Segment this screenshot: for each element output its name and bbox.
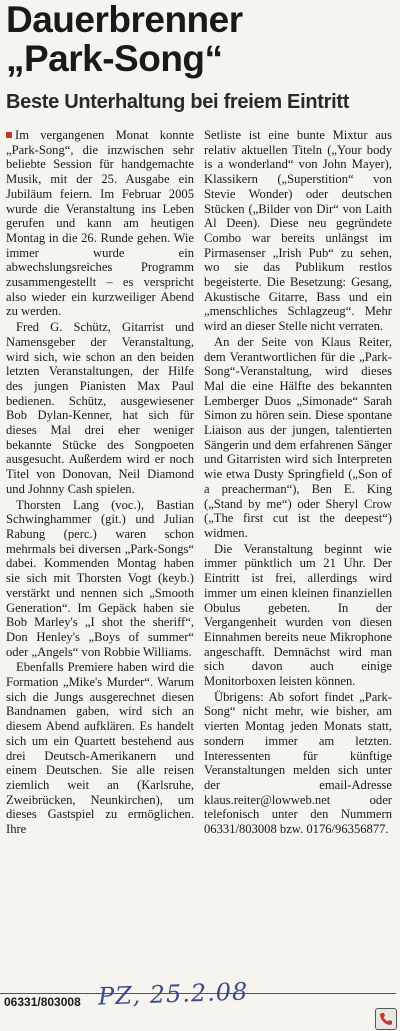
footer-phone-code: 06331/803008: [4, 995, 81, 1009]
headline-line-2: „Park-Song“: [6, 38, 223, 79]
article-column-left: [6, 128, 194, 837]
paragraph: Setliste ist eine bunte Mixtur aus relativ aktuellen Titeln („Your body is a wonderland“ von John Mayer), Klassikern („Superstition“ von Stevie Wonder) oder deutschen Stücken („Bilder von Dir“ von Laith Al Deen). Diese neu gegründete Combo war bereits unlängst im Pirmasenser „Irish Pub“ zu sehen, wo sie das Publikum restlos begeisterte. Die Besetzung: Gesang, Akustische Gitarre, Bass und ein „menschliches Schlagzeug“. Mehr wird an dieser Stelle nicht verraten.: [204, 128, 392, 334]
subheadline: Beste Unterhaltung bei freiem Eintritt: [6, 91, 350, 113]
headline: [6, 0, 396, 78]
paragraph: Übrigens: Ab sofort findet „Park-Song“ nicht mehr, wie bisher, am vierten Montag jeden Monats statt, sondern immer am letzten. Interessenten für künftige Veranstaltungen melden sich unter der email-Adresse klaus.reiter@lowweb.net oder telefonisch unter den Nummern 06331/803008 bzw. 0176/96356877.: [204, 689, 392, 837]
phone-icon: [375, 1008, 397, 1030]
paragraph: Fred G. Schütz, Gitarrist und Namensgeber der Veranstaltung, wird sich, wie schon an den beiden letzten Veranstaltungen, der Hilfe des jungen Pianisten Max Paul bedienen. Schütz, ausgewiesener Bob Dylan-Kenner, hat sich für dieses Mal drei eher weniger bekannte Stücke des Songpoeten ausgesucht. Außerdem wird er noch Titel von Donovan, Neil Diamond und Johnny Cash spielen.: [6, 320, 194, 496]
headline-line-1: Dauerbrenner: [6, 0, 243, 40]
paragraph: Die Veranstaltung beginnt wie immer pünktlich um 21 Uhr. Der Eintritt ist frei, allerdings wird immer um einen kleinen finanziellen Obulus gebeten. In der Vergangenheit wurden von diesen Einnahmen bereits neue Mikrophone angeschafft. Demnächst wird man sich davon auch einige Monitorboxen leisten können.: [204, 541, 392, 689]
article-column-right: [204, 128, 392, 837]
paragraph: Ebenfalls Premiere haben wird die Formation „Mike's Murder“. Warum sich die Jungs ausgerechnet diesen Bandnamen gaben, wird sich an diesem Abend aufklären. Es handelt sich um ein Quartett bestehend aus drei Deutsch-Amerikanern und einem Deutschen. Sie alle reisen ziemlich weit an (Karlsruhe, Zweibrücken, Neunkirchen), um dieses Gastspiel zu ermöglichen. Ihre: [6, 660, 194, 837]
bullet-square-icon: [6, 132, 12, 138]
handwritten-date-note: PZ, 25.2.08: [97, 977, 249, 1011]
paragraph: Thorsten Lang (voc.), Bastian Schwinghammer (git.) und Julian Rabung (perc.) waren schon mehrmals bei diversen „Park-Songs“ dabei. Kommenden Montag haben sie sich mit Thorsten Vogt (keyb.) verstärkt und nennen sich „Smooth Generation“. Im Gepäck haben sie Bob Marley's „I shot the sheriff“, Don Henley's „Boys of summer“ oder „Angels“ von Robbie Williams.: [6, 497, 194, 659]
paragraph: An der Seite von Klaus Reiter, dem Verantwortlichen für die „Park-Song“-Veranstaltung, wird dieses Mal die eine Hälfte des bekannten Lemberger Duos „Simonade“ Sarah Simon zu hören sein. Diese spontane Liaison aus der jungen, talentierten Sängerin und dem erfahrenen Sänger und Gitarristen wird sich Interpreten wie etwa Dusty Springfield („Son of a preacherman“), Ben E. King („Stand by me“) oder Sheryl Crow („The first cut ist the deepest“) widmen.: [204, 334, 392, 540]
paragraph: Im vergangenen Monat konnte „Park-Song“, die inzwischen sehr beliebte Session für handgemachte Musik, mit der 25. Ausgabe ein Jubiläum feiern. Im Februar 2005 wurde die Veranstaltung ins Leben gerufen und kann am heutigen Montag in die 26. Runde gehen. Wie immer wurde ein abwechslungsreiches Programm zusammengestellt – es verspricht also wieder ein kurzweiliger Abend zu werden.: [6, 128, 194, 319]
